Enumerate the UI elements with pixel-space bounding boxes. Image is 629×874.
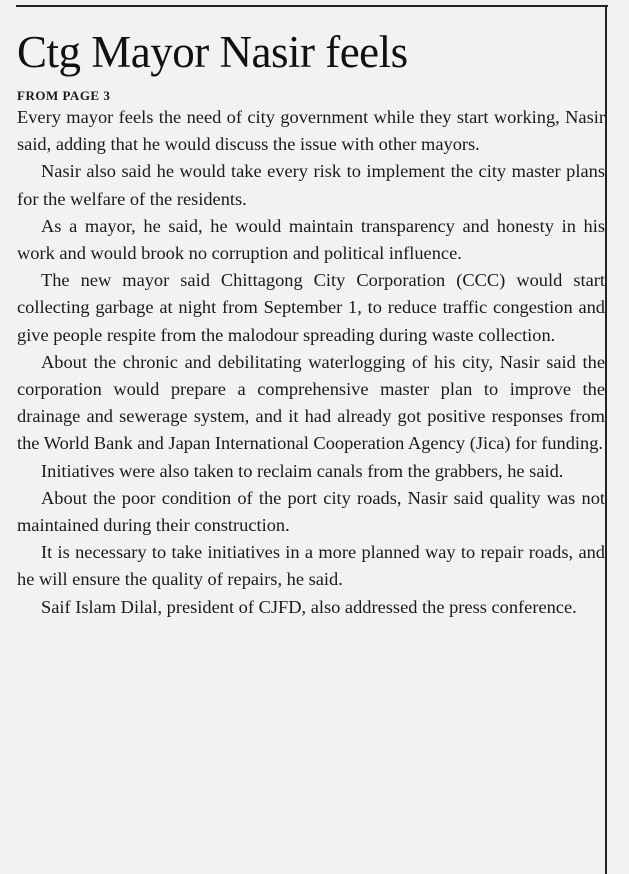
paragraph: Nasir also said he would take every risk to implement the city master plans for the welfare of the residents. — [17, 161, 605, 209]
article-headline: Ctg Mayor Nasir feels — [17, 27, 408, 77]
paragraph: As a mayor, he said, he would maintain transparency and honesty in his work and would brook no corruption and political influence. — [17, 215, 605, 264]
article-body — [17, 104, 605, 621]
article — [17, 24, 605, 621]
paragraph: Every mayor feels the need of city government while they start working, Nasir said, adding that he would discuss the issue with other mayors. — [17, 107, 605, 155]
paragraph: About the poor condition of the port city roads, Nasir said quality was not maintained during their construction. — [17, 487, 605, 536]
paragraph: The new mayor said Chittagong City Corporation (CCC) would start collecting garbage at night from September 1, to reduce traffic congestion and give people respite from the malodour spreading during waste collection. — [17, 270, 605, 345]
column-rule — [605, 5, 607, 874]
top-rule — [16, 5, 608, 7]
jump-line: FROM PAGE 3 — [17, 88, 111, 103]
paragraph: About the chronic and debilitating waterlogging of his city, Nasir said the corporation would prepare a comprehensive master plan to improve the drainage and sewerage system, and it had already got positive responses from the World Bank and Japan International Cooperation Agency (Jica) for funding. — [17, 351, 605, 454]
paragraph: Saif Islam Dilal, president of CJFD, also addressed the press conference. — [41, 596, 577, 617]
paragraph: Initiatives were also taken to reclaim canals from the grabbers, he said. — [41, 460, 564, 481]
paragraph: It is necessary to take initiatives in a more planned way to repair roads, and he will ensure the quality of repairs, he said. — [17, 542, 605, 590]
